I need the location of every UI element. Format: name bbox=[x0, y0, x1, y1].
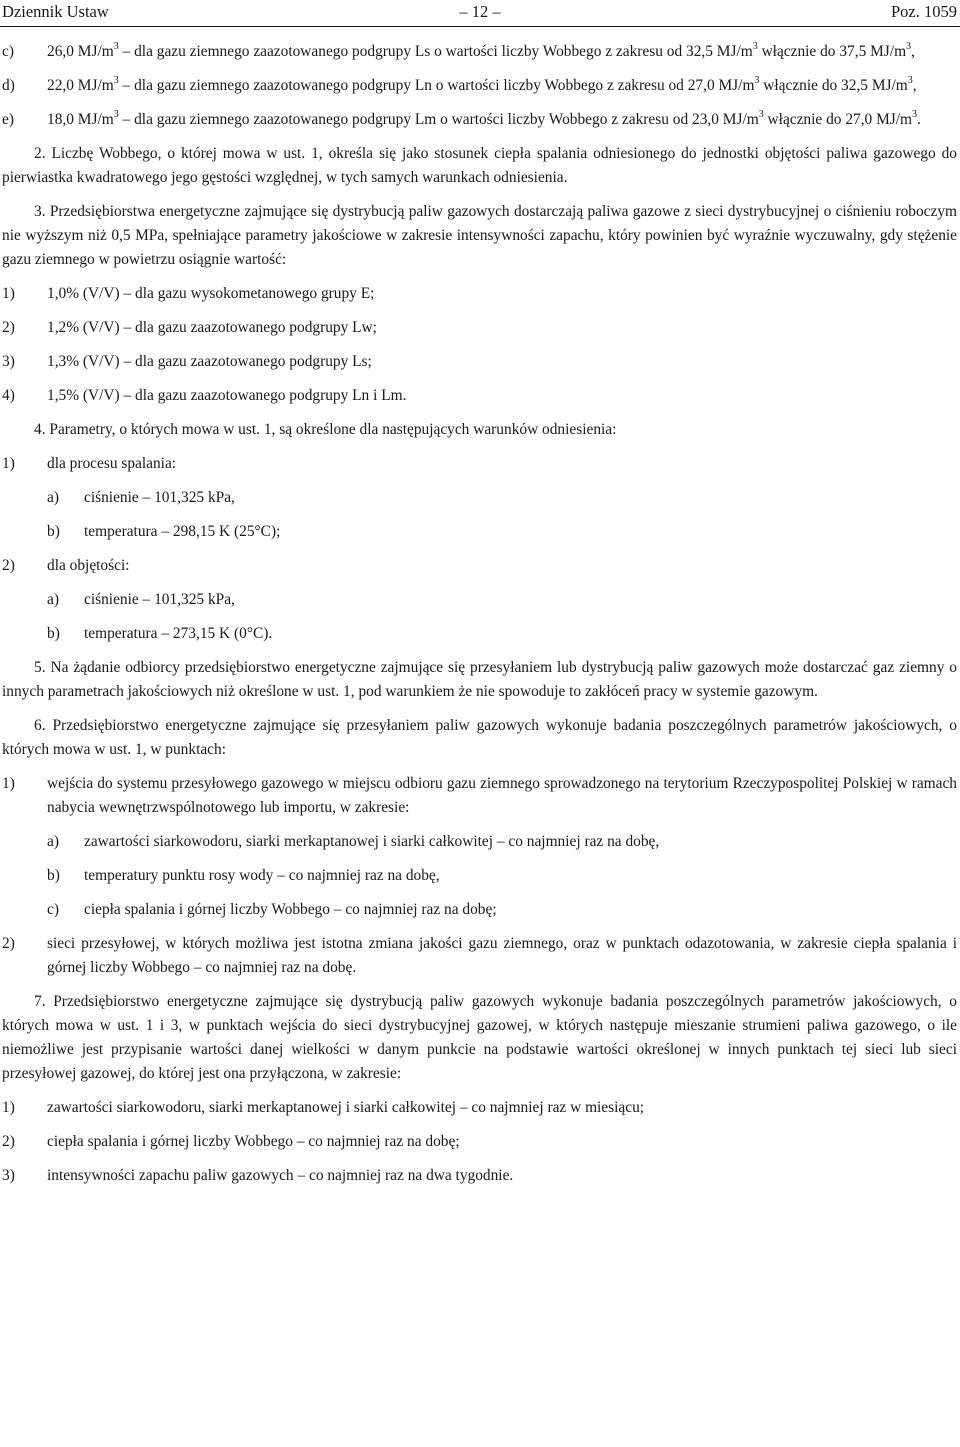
gas-item-e bbox=[2, 108, 957, 132]
sub-item bbox=[2, 486, 957, 510]
sub-item bbox=[2, 622, 957, 646]
list-item bbox=[2, 1164, 957, 1188]
paragraph-7: 7. Przedsiębiorstwo energetyczne zajmujące się dystrybucją paliw gazowych wykonuje badania poszczególnych parametrów jakościowych, o których mowa w ust. 1 i 3, w punktach wejścia do sieci dystrybucyjnej gazowej, w których następuje mieszanie strumieni paliwa gazowego, o ile niemożliwe jest przypisanie wartości danej wielkości w danym punkcie na podstawie wartości określonej w innych punktach tej sieci lub sieci przesyłowej gazowej, do której jest ona przyłączona, w zakresie: bbox=[2, 993, 957, 1082]
item-text: sieci przesyłowej, w których możliwa jest istotna zmiana jakości gazu ziemnego, oraz w punktach odazotowania, w zakresie ciepła spalania i górnej liczby Wobbego – co najmniej raz na dobę. bbox=[47, 935, 957, 976]
superscript: 3 bbox=[752, 40, 758, 52]
gas-item-d bbox=[2, 74, 957, 98]
item-label: 4) bbox=[2, 387, 15, 404]
sub-text: ciśnienie – 101,325 kPa, bbox=[84, 591, 235, 608]
item-label: d) bbox=[2, 77, 15, 94]
item-text: intensywności zapachu paliw gazowych – co najmniej raz na dwa tygodnie. bbox=[47, 1167, 514, 1184]
page-number: – 12 – bbox=[459, 2, 501, 21]
item-label: 1) bbox=[2, 455, 15, 472]
sub-label: a) bbox=[47, 489, 59, 506]
item-text: 1,2% (V/V) – dla gazu zaazotowanego podgrupy Lw; bbox=[47, 319, 377, 336]
item-text: 22,0 MJ/m bbox=[47, 77, 114, 94]
position-number: Poz. 1059 bbox=[891, 2, 957, 21]
superscript: 3 bbox=[758, 108, 764, 120]
item-text: włącznie do 37,5 MJ/m bbox=[757, 43, 907, 60]
item-text: 1,3% (V/V) – dla gazu zaazotowanego podgrupy Ls; bbox=[47, 353, 372, 370]
superscript: 3 bbox=[113, 40, 119, 52]
sub-item bbox=[2, 864, 957, 888]
page-header bbox=[0, 0, 960, 26]
item-label: 2) bbox=[2, 1133, 15, 1150]
superscript: 3 bbox=[907, 74, 913, 86]
item-text: dla objętości: bbox=[47, 557, 130, 574]
list-item bbox=[2, 384, 957, 408]
item-text: – dla gazu ziemnego zaazotowanego podgrupy Lm o wartości liczby Wobbego z zakresu od 23,0 MJ/m bbox=[118, 111, 759, 128]
sub-label: b) bbox=[47, 625, 60, 642]
item-text: , bbox=[912, 77, 917, 94]
sub-text: temperatury punktu rosy wody – co najmniej raz na dobę, bbox=[84, 867, 440, 884]
item-label: 3) bbox=[2, 353, 15, 370]
sub-text: temperatura – 298,15 K (25°C); bbox=[84, 523, 281, 540]
list-item bbox=[2, 554, 957, 578]
list-item bbox=[2, 350, 957, 374]
item-text: dla procesu spalania: bbox=[47, 455, 177, 472]
item-text: – dla gazu ziemnego zaazotowanego podgrupy Ln o wartości liczby Wobbego z zakresu od 27,0 MJ/m bbox=[118, 77, 755, 94]
item-text: wejścia do systemu przesyłowego gazowego w miejscu odbioru gazu ziemnego sprowadzonego na terytorium Rzeczypospolitej Polskiej w ramach nabycia wewnętrzwspólnotowego lub importu, w zakresie: bbox=[47, 775, 957, 816]
sub-text: zawartości siarkowodoru, siarki merkaptanowej i siarki całkowitej – co najmniej raz na dobę, bbox=[84, 833, 660, 850]
list-item bbox=[2, 1130, 957, 1154]
list-item bbox=[2, 772, 957, 820]
list-item bbox=[2, 1096, 957, 1120]
list-item bbox=[2, 932, 957, 980]
item-text: . bbox=[917, 111, 921, 128]
sub-item bbox=[2, 588, 957, 612]
item-text: 1,0% (V/V) – dla gazu wysokometanowego grupy E; bbox=[47, 285, 375, 302]
list-item bbox=[2, 282, 957, 306]
item-text: 18,0 MJ/m bbox=[47, 111, 114, 128]
paragraph-2: 2. Liczbę Wobbego, o której mowa w ust. 1, określa się jako stosunek ciepła spalania odniesionego do jednostki objętości paliwa gazowego do pierwiastka kwadratowego jego gęstości względnej, w tych samych warunkach odniesienia. bbox=[2, 145, 957, 186]
item-text: ciepła spalania i górnej liczby Wobbego – co najmniej raz na dobę; bbox=[47, 1133, 460, 1150]
item-label: 2) bbox=[2, 319, 15, 336]
sub-text: temperatura – 273,15 K (0°C). bbox=[84, 625, 273, 642]
item-label: 2) bbox=[2, 557, 15, 574]
journal-title: Dziennik Ustaw bbox=[2, 2, 109, 21]
item-text: – dla gazu ziemnego zaazotowanego podgrupy Ls o wartości liczby Wobbego z zakresu od 32,5 MJ/m bbox=[118, 43, 753, 60]
sub-item bbox=[2, 830, 957, 854]
paragraph-5: 5. Na żądanie odbiorcy przedsiębiorstwo energetyczne zajmujące się przesyłaniem lub dystrybucją paliw gazowych może dostarczać gaz ziemny o innych parametrach jakościowych niż określone w ust. 1, pod warunkiem że nie spowoduje to zakłóceń pracy w systemie gazowym. bbox=[2, 659, 957, 700]
item-text: zawartości siarkowodoru, siarki merkaptanowej i siarki całkowitej – co najmniej raz w miesiącu; bbox=[47, 1099, 645, 1116]
item-text: 1,5% (V/V) – dla gazu zaazotowanego podgrupy Ln i Lm. bbox=[47, 387, 407, 404]
sub-item bbox=[2, 898, 957, 922]
paragraph-3: 3. Przedsiębiorstwa energetyczne zajmujące się dystrybucją paliw gazowych dostarczają paliwa gazowe z sieci dystrybucyjnej o ciśnieniu roboczym nie wyższym niż 0,5 MPa, spełniające parametry jakościowe w zakresie intensywności zapachu, który powinien być wyraźnie wyczuwalny, gdy stężenie gazu ziemnego w powietrzu osiągnie wartość: bbox=[2, 203, 957, 268]
item-label: c) bbox=[2, 43, 14, 60]
item-text: włącznie do 32,5 MJ/m bbox=[759, 77, 908, 94]
header-rule bbox=[0, 26, 960, 27]
item-label: 1) bbox=[2, 775, 15, 792]
sub-label: c) bbox=[47, 901, 59, 918]
superscript: 3 bbox=[754, 74, 760, 86]
list-item bbox=[2, 452, 957, 476]
sub-label: a) bbox=[47, 833, 59, 850]
item-label: 2) bbox=[2, 935, 15, 952]
item-label: 1) bbox=[2, 1099, 15, 1116]
item-label: 3) bbox=[2, 1167, 15, 1184]
gas-item-c bbox=[2, 40, 957, 64]
sub-text: ciśnienie – 101,325 kPa, bbox=[84, 489, 235, 506]
paragraph-6: 6. Przedsiębiorstwo energetyczne zajmujące się przesyłaniem paliw gazowych wykonuje badania poszczególnych parametrów jakościowych, o których mowa w ust. 1, w punktach: bbox=[2, 717, 957, 758]
item-text: , bbox=[911, 43, 915, 60]
superscript: 3 bbox=[912, 108, 918, 120]
superscript: 3 bbox=[113, 108, 119, 120]
list-item bbox=[2, 316, 957, 340]
sub-item bbox=[2, 520, 957, 544]
sub-label: b) bbox=[47, 523, 60, 540]
superscript: 3 bbox=[113, 74, 119, 86]
document-body bbox=[2, 40, 957, 1188]
paragraph-4: 4. Parametry, o których mowa w ust. 1, są określone dla następujących warunków odniesienia: bbox=[34, 421, 617, 438]
item-label: e) bbox=[2, 111, 14, 128]
item-label: 1) bbox=[2, 285, 15, 302]
sub-label: a) bbox=[47, 591, 59, 608]
sub-text: ciepła spalania i górnej liczby Wobbego – co najmniej raz na dobę; bbox=[84, 901, 497, 918]
sub-label: b) bbox=[47, 867, 60, 884]
superscript: 3 bbox=[906, 40, 912, 52]
item-text: włącznie do 27,0 MJ/m bbox=[763, 111, 913, 128]
item-text: 26,0 MJ/m bbox=[47, 43, 114, 60]
